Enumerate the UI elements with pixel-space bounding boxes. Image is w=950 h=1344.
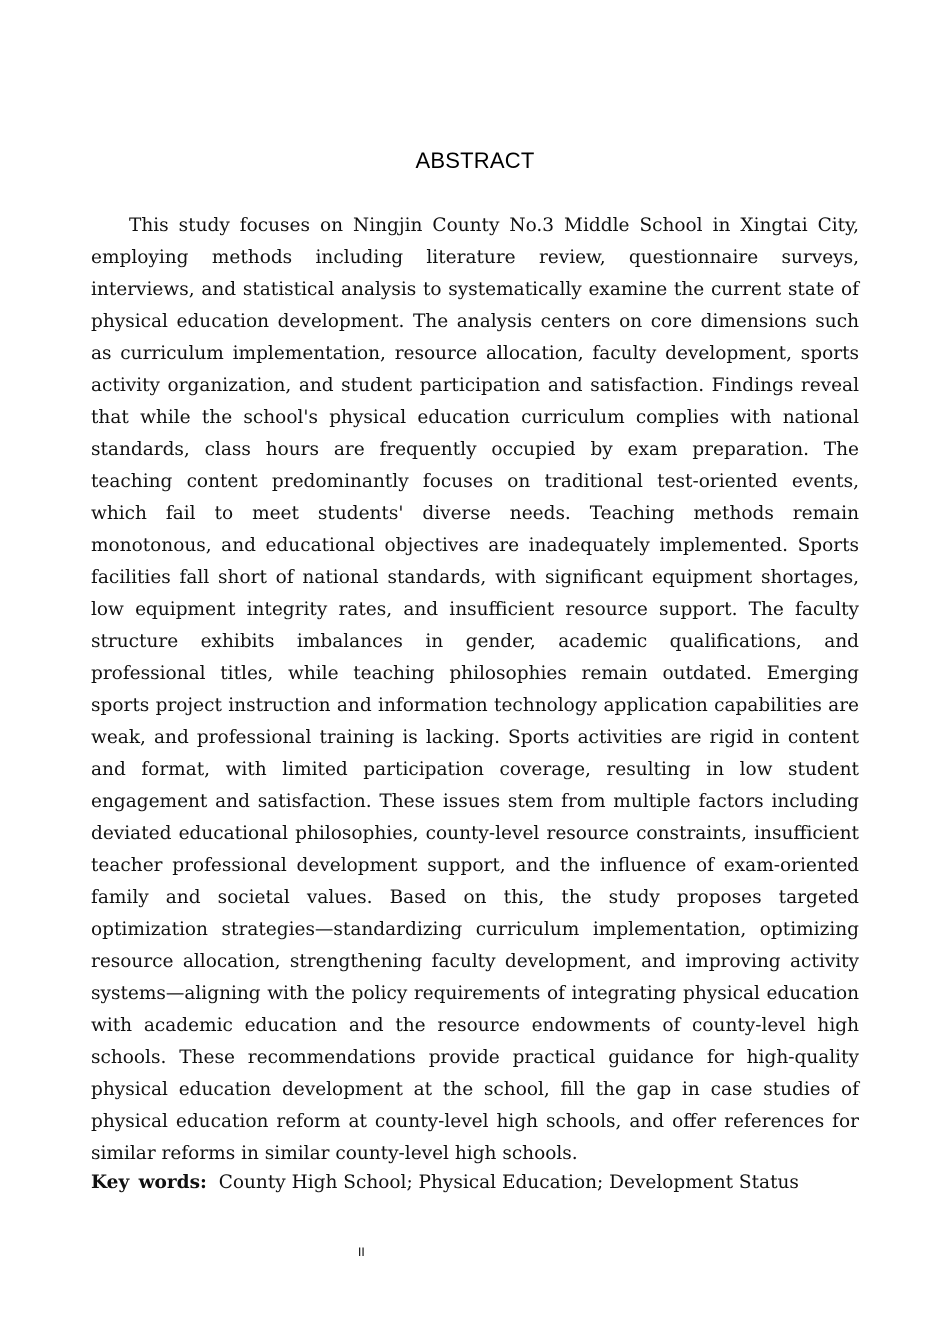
page-number: II <box>358 1245 365 1259</box>
page-title: ABSTRACT <box>415 148 535 173</box>
keywords-line <box>91 1167 859 1199</box>
abstract-paragraph: This study focuses on Ningjin County No.3 Middle School in Xingtai City, employing methods including literature review, questionnaire surveys, interviews, and statistical analysis to systematically examine the current state of physical education development. The analysis centers on core dimensions such as curriculum implementation, resource allocation, faculty development, sports activity organization, and student participation and satisfaction. Findings reveal that while the school's physical education curriculum complies with national standards, class hours are frequently occupied by exam preparation. The teaching content predominantly focuses on traditional test-oriented events, which fail to meet students' diverse needs. Teaching methods remain monotonous, and educational objectives are inadequately implemented. Sports facilities fall short of national standards, with significant equipment shortages, low equipment integrity rates, and insufficient resource support. The faculty structure exhibits imbalances in gender, academic qualifications, and professional titles, while teaching philosophies remain outdated. Emerging sports project instruction and information technology application capabilities are weak, and professional training is lacking. Sports activities are rigid in content and format, with limited participation coverage, resulting in low student engagement and satisfaction. These issues stem from multiple factors including deviated educational philosophies, county-level resource constraints, insufficient teacher professional development support, and the influence of exam-oriented family and societal values. Based on this, the study proposes targeted optimization strategies—standardizing curriculum implementation, optimizing resource allocation, strengthening faculty development, and improving activity systems—aligning with the policy requirements of integrating physical education with academic education and the resource endowments of county-level high schools. These recommendations provide practical guidance for high-quality physical education development at the school, fill the gap in case studies of physical education reform at county-level high schools, and offer references for similar reforms in similar county-level high schools. <box>91 215 859 1164</box>
keywords-value: County High School; Physical Education; Development Status <box>218 1172 799 1193</box>
keywords-label: Key words: <box>91 1172 207 1193</box>
